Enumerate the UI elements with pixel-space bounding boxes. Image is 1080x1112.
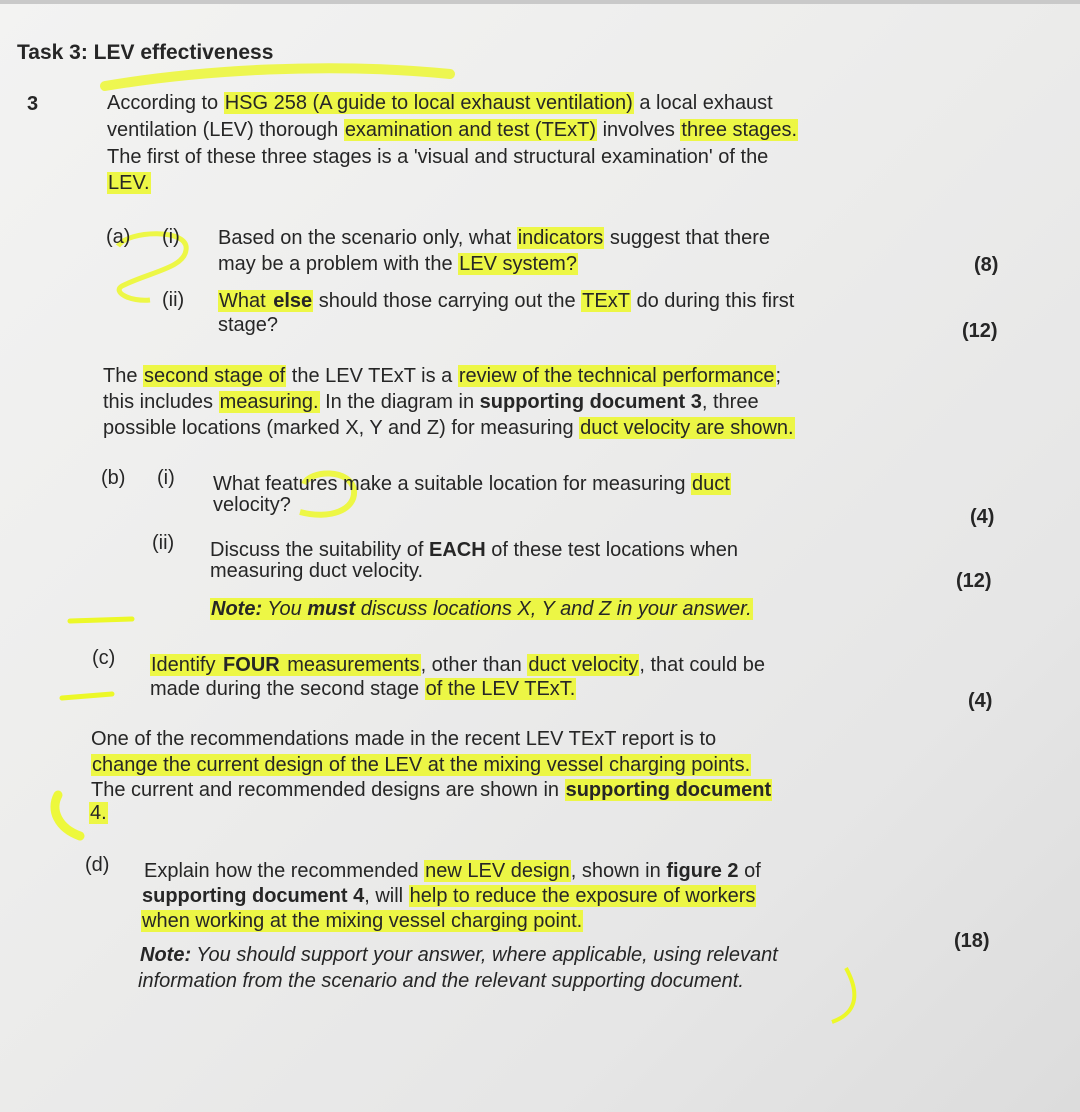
part-b-i-label: (i) [157,467,175,489]
text-run: Based on the scenario only, what [218,227,517,249]
part-b-ii-line-1 [210,539,738,562]
intro-line-2 [107,119,798,142]
text-run: , that could be [639,654,766,676]
margin-dash-b [70,619,132,621]
text-run: You should support your answer, where applicable, using relevant [191,944,778,966]
part-b-ii-line-2: measuring duct velocity. [210,560,424,582]
part-b-i-marks: (4) [970,506,995,528]
part-c-label: (c) [92,647,116,669]
highlighted-text: else [273,290,313,312]
text-run: The first of these three stages is a 'visual and structural examination' of the [107,146,769,168]
part-d-note-line-2: information from the scenario and the relevant supporting document. [138,970,744,992]
recommend-line-3 [91,779,772,802]
highlighted-text: Identify [151,654,222,676]
text-run: What features make a suitable location for measuring [213,473,692,495]
part-c-line-2 [150,678,576,701]
part-a-ii-line-1 [218,290,794,313]
highlight-stroke [105,68,450,86]
text-run: do during this first [630,290,795,312]
part-d-line-2 [142,885,756,908]
highlighted-text: three stages. [681,119,798,141]
text-run: , shown in [570,860,667,882]
stage2-line-3 [103,417,795,440]
text-run: , will [364,885,409,907]
text-run: should those carrying out the [313,290,582,312]
part-b-note [210,598,753,621]
part-d-line-3 [141,910,583,933]
highlighted-text: measuring. [219,391,319,413]
highlighted-text: examination and test (TExT) [344,119,597,141]
text-run: You [262,598,308,620]
highlighted-text: help to reduce the exposure of workers [409,885,756,907]
part-a-ii-line-2: stage? [218,314,279,336]
text-run: the LEV TExT is a [286,365,458,387]
bold-text: EACH [428,539,486,561]
part-b-ii-label: (ii) [152,532,175,554]
text-run: ; [775,365,782,387]
highlighted-text: duct velocity are shown. [580,417,794,439]
text-run: Discuss the suitability of [210,539,429,561]
highlighted-text: change the current design of the LEV at the mixing vessel charging points. [92,754,751,776]
highlighted-text: LEV. [108,172,150,194]
highlighted-text: new LEV design [425,860,570,882]
part-b-i-line-2: velocity? [213,494,291,516]
highlighted-text: measurements [281,654,420,676]
text-run: , three [701,391,759,413]
recommend-line-4 [89,802,108,825]
part-d-label: (d) [85,854,110,876]
intro-line-1 [107,92,773,115]
highlighted-text: when working at the mixing vessel charging point. [142,910,583,932]
text-run: Explain how the recommended [144,860,425,882]
text-run: a local exhaust [633,92,773,114]
bold-text: supporting document 4 [142,885,365,907]
text-run: discuss locations X, Y and Z in your answer. [355,598,752,620]
highlighted-text: supporting document [565,779,772,801]
stage2-line-2 [103,391,759,414]
highlighted-text: FOUR [223,654,280,676]
note-label: Note: [140,944,192,966]
part-b-i-line-1 [213,473,731,496]
highlighted-text: LEV system? [459,253,577,275]
text-run: The current and recommended designs are shown in [91,779,565,801]
margin-dash-c [62,694,112,698]
highlighted-text: duct [692,473,730,495]
question-number: 3 [27,93,39,115]
highlighted-text: TExT [582,290,630,312]
text-run: of these test locations when [485,539,739,561]
part-a-i-marks: (8) [974,254,999,276]
recommend-line-1: One of the recommendations made in the recent LEV TExT report is to [91,728,717,750]
part-c-line-1 [150,654,765,677]
part-a-i-line-2 [218,253,578,276]
recommend-line-2 [91,754,751,777]
highlighted-text: indicators [517,227,604,249]
part-c-marks: (4) [968,690,993,712]
stage2-line-1 [103,365,781,388]
margin-mark-4 [55,795,80,836]
pen-bracket-d [832,968,854,1022]
highlighted-text: duct velocity [528,654,639,676]
bold-text: figure 2 [666,860,739,882]
part-d-marks: (18) [954,930,990,952]
highlighted-text: review of the technical performance [458,365,775,387]
text-run: made during the second stage [150,678,425,700]
highlighted-text: of the LEV TExT. [425,678,576,700]
text-run: The [103,365,144,387]
intro-line-3 [107,146,768,169]
intro-line-4 [107,172,151,195]
highlighted-text: HSG 258 (A guide to local exhaust ventilation) [224,92,633,114]
part-a-ii-marks: (12) [962,320,998,342]
text-run: of [738,860,761,882]
highlighted-text: second stage of [144,365,286,387]
part-a-label: (a) [106,226,131,248]
text-run: may be a problem with the [218,253,459,275]
highlighted-text: What [219,290,272,312]
text-run: , other than [420,654,528,676]
bold-text: supporting document 3 [479,391,702,413]
part-b-ii-marks: (12) [956,570,992,592]
text-run: suggest that there [604,227,770,249]
bold-text: must [307,598,356,620]
text-run: ventilation (LEV) thorough [107,119,344,141]
part-d-note-line-1 [140,944,778,967]
text-run: this includes [103,391,219,413]
highlighted-text: 4. [90,802,107,824]
task-title: Task 3: LEV effectiveness [17,41,274,64]
part-d-line-1 [144,860,761,883]
part-b-label: (b) [101,467,126,489]
text-run: possible locations (marked X, Y and Z) for measuring [103,417,580,439]
part-a-ii-label: (ii) [162,289,185,311]
text-run: According to [107,92,224,114]
part-a-i-label: (i) [162,226,180,248]
note-label: Note: [211,598,263,620]
part-a-i-line-1 [218,227,770,250]
text-run: involves [597,119,681,141]
text-run: In the diagram in [319,391,480,413]
